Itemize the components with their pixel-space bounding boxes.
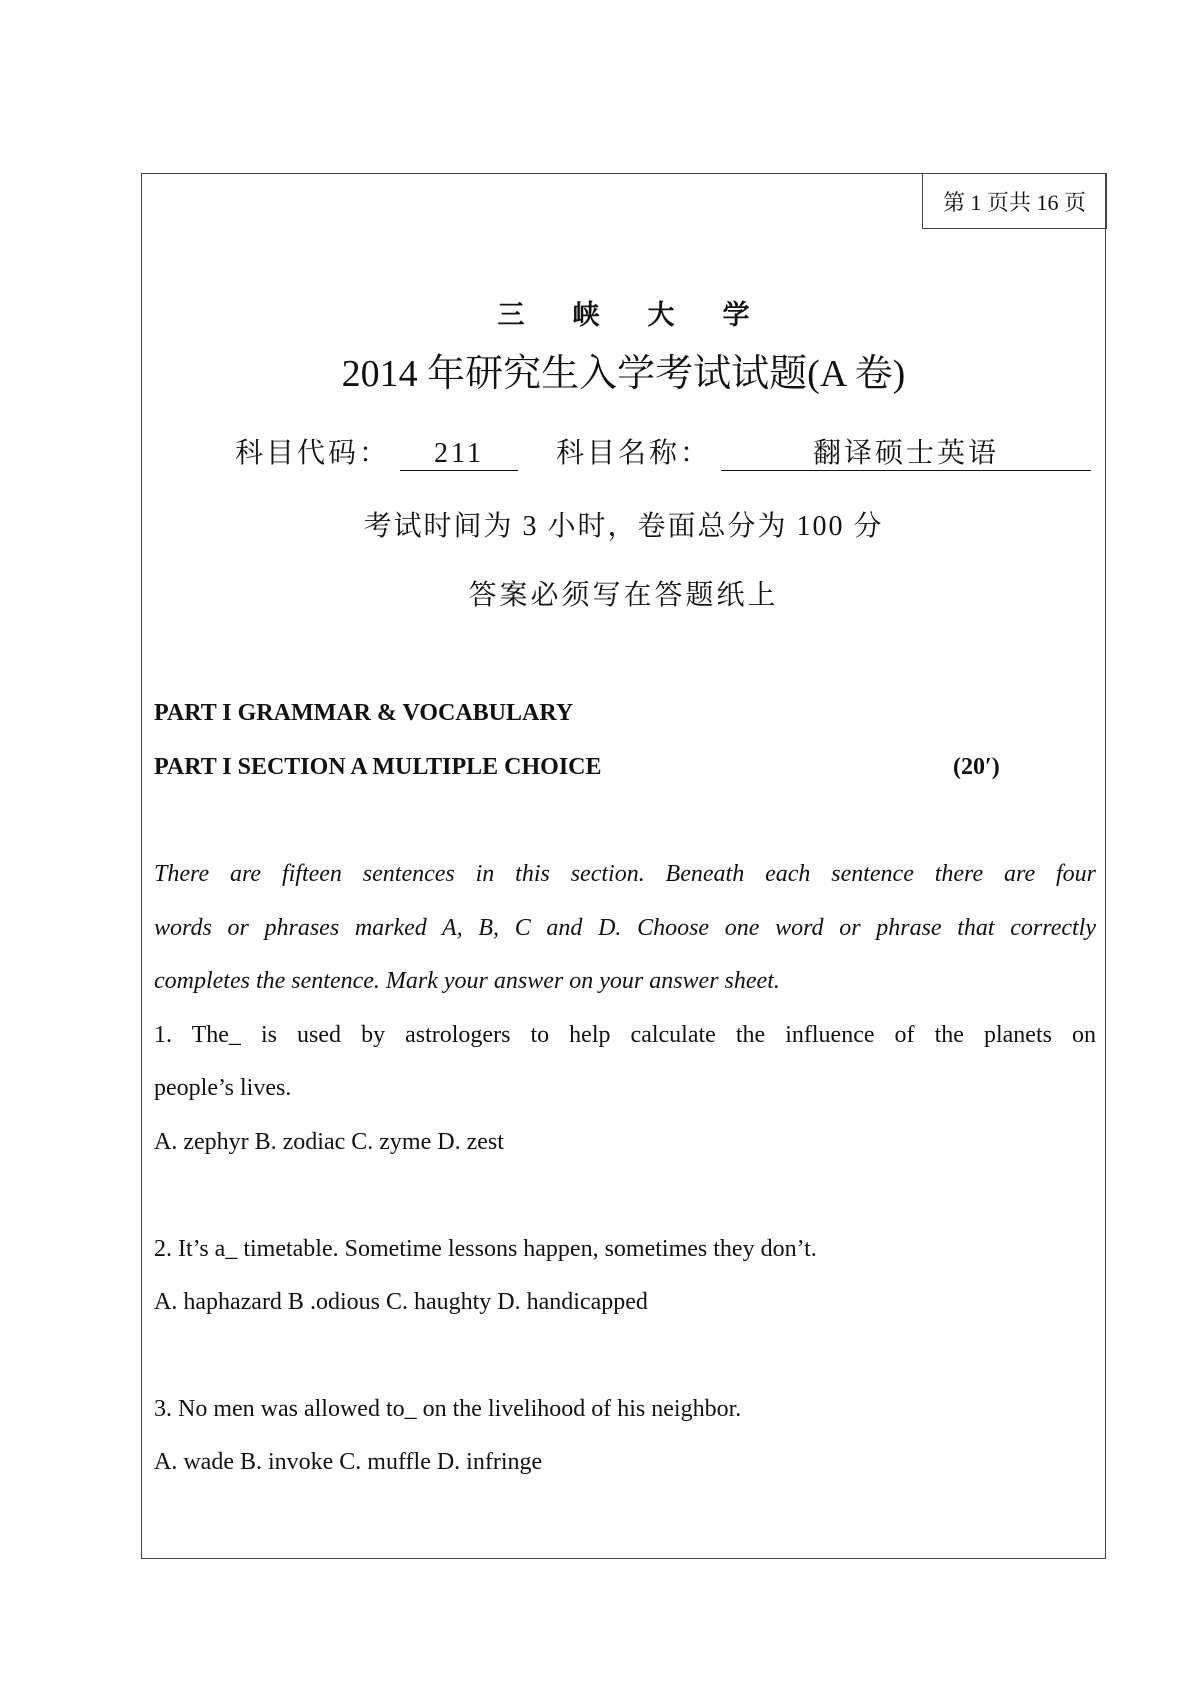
question-1-cont: people’s lives. (154, 1075, 292, 1101)
char: 三 (497, 300, 525, 331)
question-3-options: A. wade B. invoke C. muffle D. infringe (154, 1449, 543, 1475)
answer-note: 答案必须写在答题纸上 (468, 580, 779, 611)
page-indicator: 第 1 页共 16 页 (922, 173, 1107, 229)
subject-code-label: 科目代码： (235, 438, 391, 469)
subject-name: 翻译硕士英语 (721, 440, 1091, 471)
question-2: 2. It’s a_ timetable. Sometime lessons happen, sometimes they don’t. (154, 1236, 817, 1262)
university-name (141, 302, 1106, 329)
char: 学 (722, 300, 750, 331)
question-3: 3. No men was allowed to_ on the livelihood of his neighbor. (154, 1396, 742, 1422)
section-points: (20′) (953, 754, 1000, 780)
question-1-options: A. zephyr B. zodiac C. zyme D. zest (154, 1129, 504, 1155)
subject-line (235, 440, 1091, 471)
exam-title: 2014 年研究生入学考试试题(A 卷) (341, 353, 906, 395)
subject-code: 211 (400, 440, 518, 471)
subject-name-label: 科目名称： (556, 438, 712, 469)
question-2-options: A. haphazard B .odious C. haughty D. handicapped (154, 1289, 648, 1315)
exam-info: 考试时间为 3 小时，卷面总分为 100 分 (363, 511, 884, 542)
question-1: 1. The_ is used by astrologers to help calculate the influence of the planets on (154, 1022, 1096, 1048)
char: 大 (647, 300, 675, 331)
instruction-line: completes the sentence. Mark your answer on your answer sheet. (154, 968, 780, 994)
section-title: PART I SECTION A MULTIPLE CHOICE (154, 754, 602, 780)
instruction-line: There are fifteen sentences in this section. Beneath each sentence there are four (154, 861, 1096, 887)
part-title: PART I GRAMMAR & VOCABULARY (154, 700, 574, 726)
char: 峡 (572, 300, 600, 331)
instruction-line: words or phrases marked A, B, C and D. Choose one word or phrase that correctly (154, 915, 1096, 941)
